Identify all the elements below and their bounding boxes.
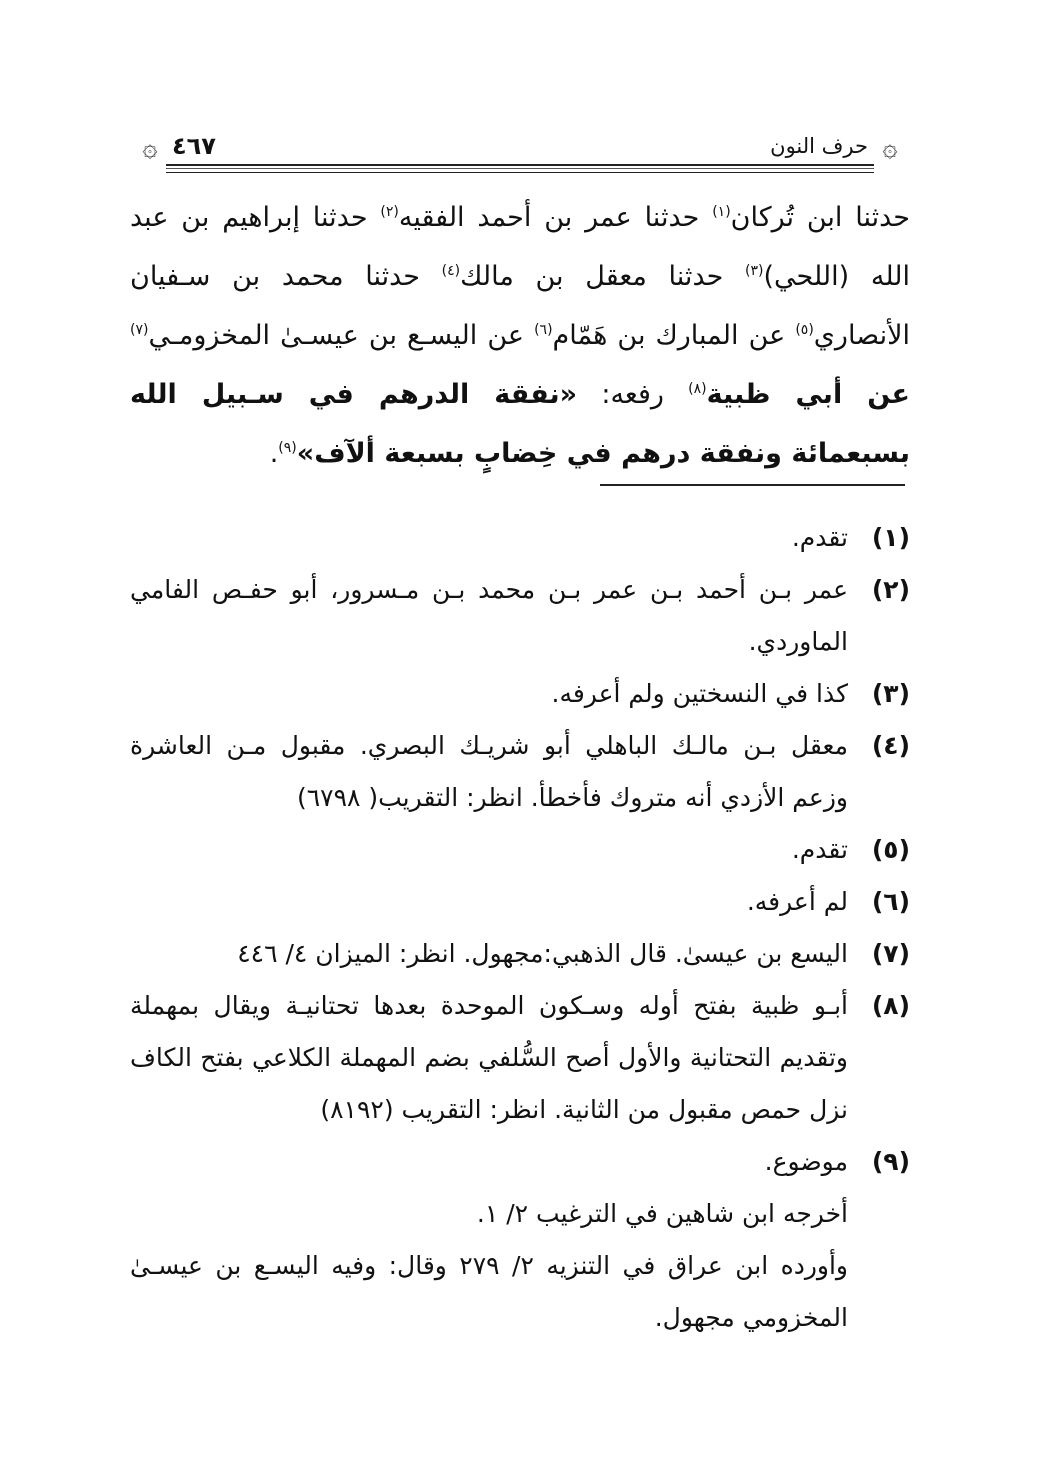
footnote-ref[interactable]: (٦): [534, 322, 553, 338]
hadith-paragraph: [130, 188, 910, 483]
footnote-item: [130, 720, 910, 824]
footnote-text: كذا في النسختين ولم أعرفه.: [551, 679, 848, 708]
footnote-number: (٨): [871, 991, 910, 1020]
footnote-text: اليسع بن عيسىٰ. قال الذهبي:مجهول. انظر: الميزان ٤/ ٤٤٦: [237, 939, 848, 968]
footnote-number: (٣): [871, 679, 910, 708]
page-number: ٤٦٧: [172, 132, 216, 160]
footnote-ref[interactable]: (٨): [688, 381, 707, 397]
text-segment: حدثنا محمد بن سـفيان الأنصاري: [130, 261, 911, 351]
footnote-number: (٥): [871, 835, 910, 864]
footnote-item: [130, 564, 910, 668]
text-segment: حدثنا معقل بن مالك: [460, 261, 746, 292]
ornament-right-icon: ۞: [882, 133, 898, 163]
footnote-continuation: وأورده ابن عراق في التنزيه ٢/ ٢٧٩ وقال: وفيه اليسـع بن عيسـىٰ المخزومي مجهول.: [130, 1251, 849, 1332]
footnote-ref[interactable]: (٢): [380, 204, 399, 220]
text-segment: حدثنا إبراهيم بن عبد الله (اللحي): [130, 202, 910, 292]
footnote-separator: [600, 484, 905, 486]
narrator-name: عن أبي ظبية: [706, 379, 910, 410]
text-segment: رفعه:: [577, 379, 689, 410]
footnote-item: [130, 512, 910, 564]
footnote-ref[interactable]: (٣): [745, 263, 764, 279]
footnote-ref[interactable]: (٩): [278, 440, 297, 456]
running-title: حرف النون: [770, 134, 868, 158]
footnote-text: لم أعرفه.: [746, 887, 848, 916]
footnote-ref[interactable]: (٤): [441, 263, 461, 279]
text-segment: حدثنا عمر بن أحمد الفقيه: [398, 202, 713, 233]
hadith-matn: «نفقة الدرهم في سـبيل الله بسبعمائة ونفقة درهم في خِضابٍ بسبعة ألآف»: [130, 379, 910, 469]
header-divider: [166, 164, 874, 173]
footnote-number: (٩): [871, 1147, 910, 1176]
footnote-item: [130, 1136, 910, 1188]
footnote-ref[interactable]: (٧): [130, 322, 149, 338]
footnote-item: [130, 980, 910, 1136]
footnote-text: تقدم.: [791, 835, 848, 864]
hadith-text: [130, 188, 910, 483]
text-segment: عن المبارك بن هَمّام: [552, 320, 796, 351]
text-segment: عن اليسـع بن عيسـىٰ المخزومـي: [148, 320, 535, 351]
footnote-item: [130, 928, 910, 980]
footnote-text: أبـو ظبية بفتح أوله وسـكون الموحدة بعدها تحتانيـة ويقال بمهملة وتقديم التحتانية والأول أصح السُّلفي بضم المهملة الكلاعي بفتح الكاف نزل حمص مقبول من الثانية. انظر: التقريب (٨١٩٢): [130, 991, 848, 1124]
footnote-number: (٢): [871, 575, 910, 604]
footnote-item: [130, 876, 910, 928]
ornament-left-icon: ۞: [142, 133, 158, 163]
footnote-item: [130, 824, 910, 876]
footnote-number: (٦): [871, 887, 910, 916]
page-header: [130, 128, 910, 176]
text-segment: حدثنا ابن تُركان: [730, 202, 910, 233]
footnotes: [130, 512, 910, 1344]
footnote-text: موضوع.: [764, 1147, 848, 1176]
footnote-number: (٤): [871, 731, 910, 760]
footnote-continuation: أخرجه ابن شاهين في الترغيب ٢/ ١.: [476, 1199, 848, 1228]
footnote-ref[interactable]: (١): [712, 204, 731, 220]
footnote-number: (٧): [871, 939, 910, 968]
footnote-text: تقدم.: [791, 523, 848, 552]
footnote-number: (١): [871, 523, 910, 552]
footnote-text: معقل بـن مالـك الباهلي أبو شريـك البصري. مقبول مـن العاشرة وزعم الأزدي أنه متروك فأخطأ. انظر: التقريب( ٦٧٩٨): [130, 731, 848, 812]
footnote-item: [130, 668, 910, 720]
footnote-text: عمر بـن أحمد بـن عمر بـن محمد بـن مـسرور، أبو حفـص الفامي الماوردي.: [130, 575, 848, 656]
footnote-ref[interactable]: (٥): [795, 322, 814, 338]
text-segment: .: [269, 438, 279, 469]
